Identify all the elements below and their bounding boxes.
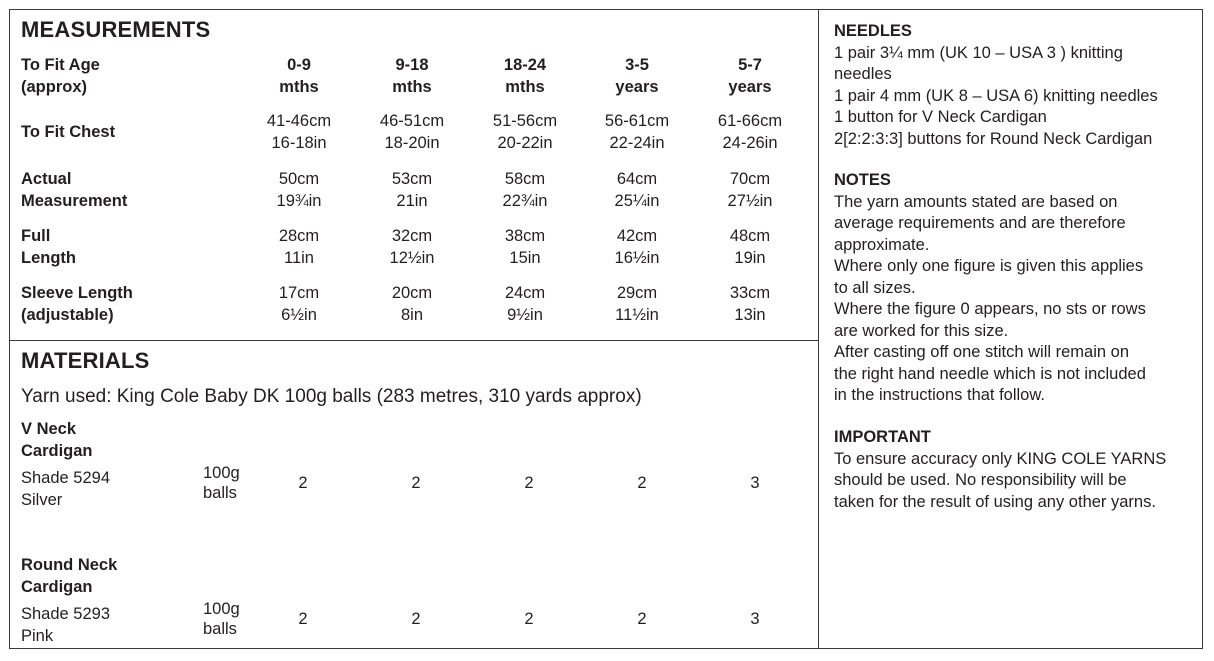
- measure-cell: 19in: [734, 249, 766, 267]
- measure-cell: 22¾in: [502, 192, 548, 210]
- important-line: To ensure accuracy only KING COLE YARNS: [834, 449, 1167, 468]
- measure-cell: 16-18in: [271, 134, 327, 152]
- notes-section: [834, 170, 1199, 407]
- garment-unit: 100g: [203, 464, 240, 482]
- row-label: Length: [21, 249, 76, 267]
- size-header-bottom: mths: [505, 78, 545, 96]
- important-line: taken for the result of using any other yarns.: [834, 492, 1156, 511]
- measure-cell: 20-22in: [497, 134, 553, 152]
- age-label-line1: To Fit Age: [21, 56, 100, 74]
- measure-cell: 17cm: [278, 284, 320, 302]
- notes-line: are worked for this size.: [834, 321, 1009, 340]
- important-heading: IMPORTANT: [834, 428, 931, 446]
- garment-quantity: 2: [411, 610, 421, 628]
- measure-cell: 11in: [284, 249, 314, 267]
- measure-cell: 61-66cm: [717, 112, 783, 130]
- row-label: To Fit Chest: [21, 123, 116, 141]
- row-label: Actual: [21, 170, 72, 188]
- notes-line: Where only one figure is given this applies: [834, 257, 1144, 275]
- column-divider: [818, 9, 819, 649]
- measure-cell: 18-20in: [384, 134, 440, 152]
- measure-cell: 64cm: [616, 170, 658, 188]
- garment-name: Cardigan: [21, 578, 93, 596]
- garment-quantity: 2: [637, 474, 647, 492]
- garment-shade: Shade 5293: [21, 605, 111, 623]
- measure-cell: 42cm: [616, 227, 658, 245]
- garment-shade: Silver: [21, 491, 63, 509]
- notes-line: in the instructions that follow.: [834, 386, 1045, 404]
- measure-cell: 32cm: [391, 227, 433, 245]
- garment-quantity: 2: [298, 610, 308, 628]
- size-header-top: 9-18: [395, 56, 429, 74]
- measure-cell: 8in: [400, 306, 424, 324]
- garment-quantity: 2: [298, 474, 308, 492]
- notes-line: average requirements and are therefore: [834, 214, 1126, 232]
- measure-cell: 21in: [396, 192, 428, 210]
- garment-name: Cardigan: [21, 442, 93, 460]
- size-header-top: 18-24: [503, 56, 547, 74]
- needles-line: 1 pair 3¼ mm (UK 10 – USA 3 ) knitting: [834, 43, 1123, 62]
- measure-cell: 41-46cm: [266, 112, 332, 130]
- garment-unit: balls: [203, 620, 237, 638]
- garment-unit: balls: [203, 484, 237, 502]
- notes-line: the right hand needle which is not included: [834, 364, 1146, 383]
- garment-quantity: 3: [750, 474, 760, 492]
- notes-line: Where the figure 0 appears, no sts or rows: [834, 300, 1146, 318]
- garment-name: Round Neck: [21, 556, 118, 574]
- measure-cell: 6½in: [281, 306, 317, 324]
- row-label: Measurement: [21, 192, 128, 210]
- measure-cell: 25¼in: [614, 192, 660, 210]
- notes-heading: NOTES: [834, 171, 891, 189]
- garment-quantity: 2: [637, 610, 647, 628]
- needles-line: needles: [834, 65, 892, 83]
- measure-cell: 9½in: [507, 306, 543, 324]
- measure-cell: 58cm: [504, 170, 546, 188]
- needles-line: 1 button for V Neck Cardigan: [834, 108, 1047, 126]
- age-label-line2: (approx): [21, 78, 87, 96]
- size-header-bottom: years: [615, 78, 659, 96]
- measure-cell: 11½in: [615, 306, 659, 324]
- measure-cell: 12½in: [389, 249, 435, 267]
- measure-cell: 38cm: [504, 227, 546, 245]
- needles-heading: NEEDLES: [834, 22, 912, 40]
- size-header-top: 5-7: [738, 56, 762, 74]
- garment-quantity: 2: [524, 610, 534, 628]
- measure-cell: 13in: [734, 306, 766, 324]
- measure-cell: 27½in: [727, 192, 773, 210]
- measure-cell: 15in: [509, 249, 541, 267]
- needles-line: 2[2:2:3:3] buttons for Round Neck Cardigan: [834, 129, 1153, 148]
- notes-line: The yarn amounts stated are based on: [834, 192, 1118, 211]
- measure-cell: 19¾in: [276, 192, 322, 210]
- measure-cell: 24-26in: [722, 134, 778, 152]
- measure-cell: 29cm: [616, 284, 658, 302]
- important-line: should be used. No responsibility will be: [834, 471, 1127, 489]
- garment-shade: Shade 5294: [21, 469, 111, 487]
- section-divider: [9, 340, 819, 341]
- measure-cell: 24cm: [504, 284, 546, 302]
- yarn-used-text: Yarn used: King Cole Baby DK 100g balls (283 metres, 310 yards approx): [21, 386, 642, 407]
- measure-cell: 53cm: [391, 170, 433, 188]
- size-header-bottom: mths: [392, 78, 432, 96]
- garment-shade: Pink: [21, 627, 54, 645]
- measure-cell: 48cm: [729, 227, 771, 245]
- measurements-heading: MEASUREMENTS: [21, 17, 211, 42]
- materials-heading: MATERIALS: [21, 348, 150, 373]
- age-label: [21, 54, 100, 98]
- measure-cell: 56-61cm: [604, 112, 670, 130]
- size-header-bottom: mths: [279, 78, 319, 96]
- notes-line: approximate.: [834, 235, 930, 254]
- measure-cell: 20cm: [391, 284, 433, 302]
- measure-cell: 46-51cm: [379, 112, 445, 130]
- row-label: (adjustable): [21, 306, 114, 324]
- measure-cell: 28cm: [278, 227, 320, 245]
- needles-section: [834, 21, 1199, 150]
- garment-quantity: 2: [411, 474, 421, 492]
- needles-line: 1 pair 4 mm (UK 8 – USA 6) knitting needles: [834, 86, 1158, 105]
- garment-unit: 100g: [203, 600, 240, 618]
- garment-quantity: 2: [524, 474, 534, 492]
- measure-cell: 70cm: [729, 170, 771, 188]
- measure-cell: 16½in: [614, 249, 660, 267]
- notes-line: to all sizes.: [834, 278, 916, 297]
- measure-cell: 50cm: [278, 170, 320, 188]
- row-label: Sleeve Length: [21, 284, 133, 302]
- size-header-top: 0-9: [287, 56, 311, 74]
- notes-line: After casting off one stitch will remain on: [834, 343, 1130, 361]
- important-section: [834, 427, 1199, 513]
- measure-cell: 51-56cm: [492, 112, 558, 130]
- row-label: Full: [21, 227, 51, 245]
- measure-cell: 22-24in: [609, 134, 665, 152]
- size-header-bottom: years: [728, 78, 772, 96]
- measure-cell: 33cm: [729, 284, 771, 302]
- garment-quantity: 3: [750, 610, 760, 628]
- size-header-top: 3-5: [625, 56, 649, 74]
- garment-name: V Neck: [21, 420, 77, 438]
